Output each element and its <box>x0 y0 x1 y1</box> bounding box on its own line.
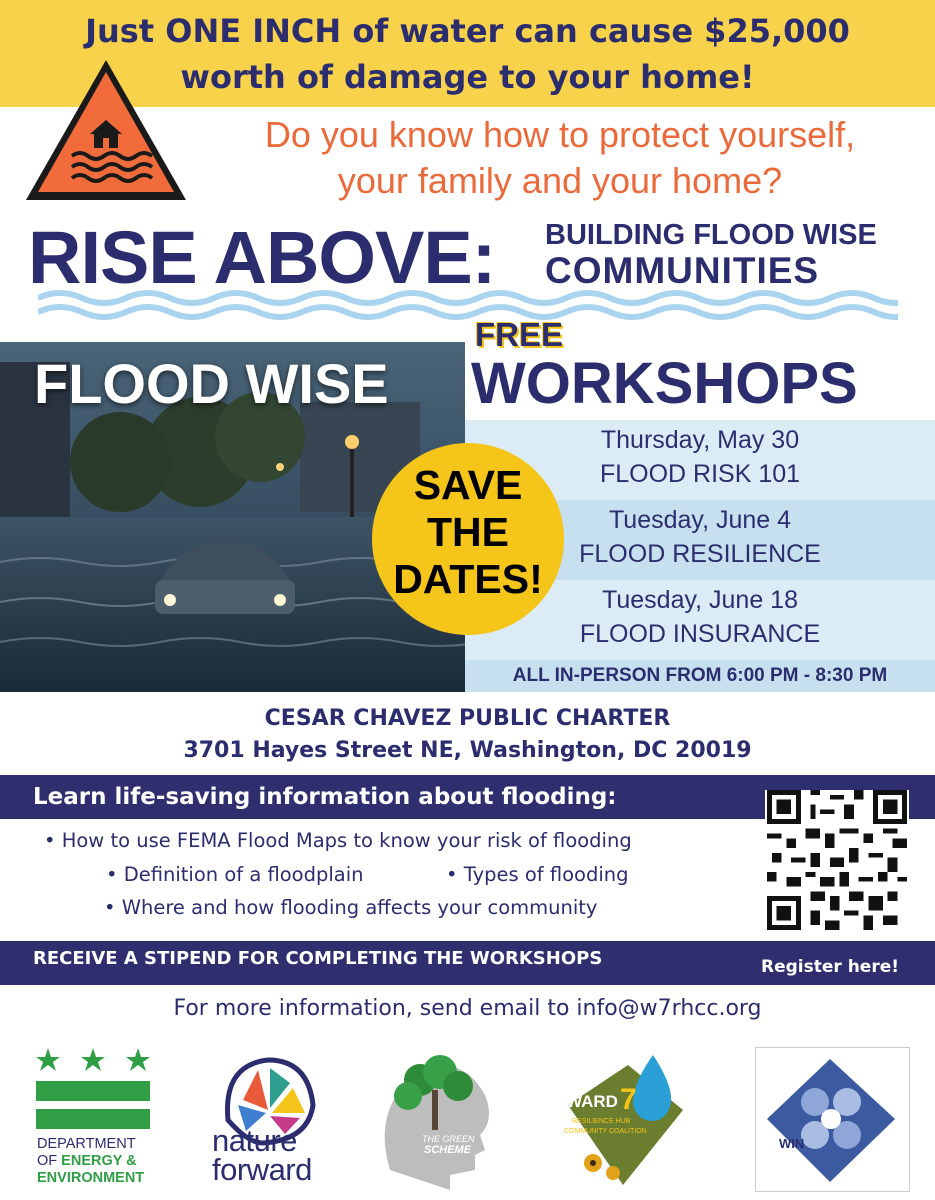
venue-address: 3701 Hayes Street NE, Washington, DC 20019 <box>183 738 752 763</box>
hours-bar: ALL IN-PERSON FROM 6:00 PM - 8:30 PM <box>465 660 935 692</box>
damage-headline-line2: worth of damage to your home! <box>180 58 755 96</box>
damage-headline-line1: Just ONE INCH of water can cause $25,000 <box>85 12 850 50</box>
ward7-sub: RESILIENCE HUB <box>572 1118 631 1125</box>
topic-item: • Definition of a floodplain <box>106 863 364 886</box>
session-topic: FLOOD RISK 101 <box>599 460 801 488</box>
topic-item: • How to use FEMA Flood Maps to know your risk of flooding <box>44 829 632 852</box>
contact-line: For more information, send email to info@w7rhcc.org <box>173 996 762 1021</box>
badge-line: DATES! <box>393 556 543 602</box>
workshops-title: WORKSHOPS <box>471 351 858 416</box>
win-label: WIN <box>779 1136 805 1151</box>
stipend-text: RECEIVE A STIPEND FOR COMPLETING THE WORKSHOPS <box>33 948 603 969</box>
session-date: Tuesday, June 18 <box>602 586 798 614</box>
protect-question-line2: your family and your home? <box>337 160 783 201</box>
register-link[interactable]: Register here! <box>761 957 899 977</box>
flood-wise-title: FLOOD WISE <box>34 352 389 415</box>
doee-highlight: ENVIRONMENT <box>37 1170 145 1186</box>
badge-line: SAVE <box>413 462 523 508</box>
doee-text-line <box>37 1170 144 1187</box>
venue-name: CESAR CHAVEZ PUBLIC CHARTER <box>264 706 671 731</box>
session-topic: FLOOD INSURANCE <box>579 620 821 648</box>
badge-line: THE <box>427 509 509 555</box>
qr-code-icon[interactable] <box>765 790 909 930</box>
protect-question <box>195 112 925 204</box>
topic-item: • Where and how flooding affects your community <box>104 896 598 919</box>
green-scheme-text: SCHEME <box>424 1144 472 1156</box>
flood-warning-icon <box>22 56 190 204</box>
session-topic: FLOOD RESILIENCE <box>579 540 821 568</box>
doee-highlight: ENERGY & <box>61 1153 137 1169</box>
ward7-number: 7 <box>620 1083 637 1116</box>
program-subtitle-line2: COMMUNITIES <box>545 250 820 291</box>
water-drop-icon <box>558 1045 688 1195</box>
session-date: Thursday, May 30 <box>600 426 800 454</box>
ward7-word: WARD <box>566 1092 618 1111</box>
nature-forward-word: forward <box>212 1152 312 1187</box>
ward7-sub: COMMUNITY COALITION <box>564 1128 647 1135</box>
tree-head-icon <box>370 1050 495 1195</box>
program-subtitle-line1: BUILDING FLOOD WISE <box>545 219 877 251</box>
green-scheme-text: THE GREEN <box>422 1134 475 1144</box>
nature-forward-word: nature <box>212 1123 297 1158</box>
program-title: RISE ABOVE: <box>28 216 496 299</box>
doee-text-line: OF ENERGY & <box>37 1153 137 1169</box>
learn-title: Learn life-saving information about flooding: <box>33 784 617 810</box>
venue <box>0 703 935 767</box>
session-date: Tuesday, June 4 <box>608 506 792 534</box>
free-label: FREE <box>475 316 564 353</box>
wave-decoration <box>38 284 898 324</box>
doee-text-line: DEPARTMENT <box>37 1136 136 1152</box>
save-the-dates-text <box>372 462 564 603</box>
hands-icon <box>755 1047 910 1192</box>
topic-item: • Types of flooding <box>446 863 629 886</box>
protect-question-line1: Do you know how to protect yourself, <box>264 114 856 155</box>
